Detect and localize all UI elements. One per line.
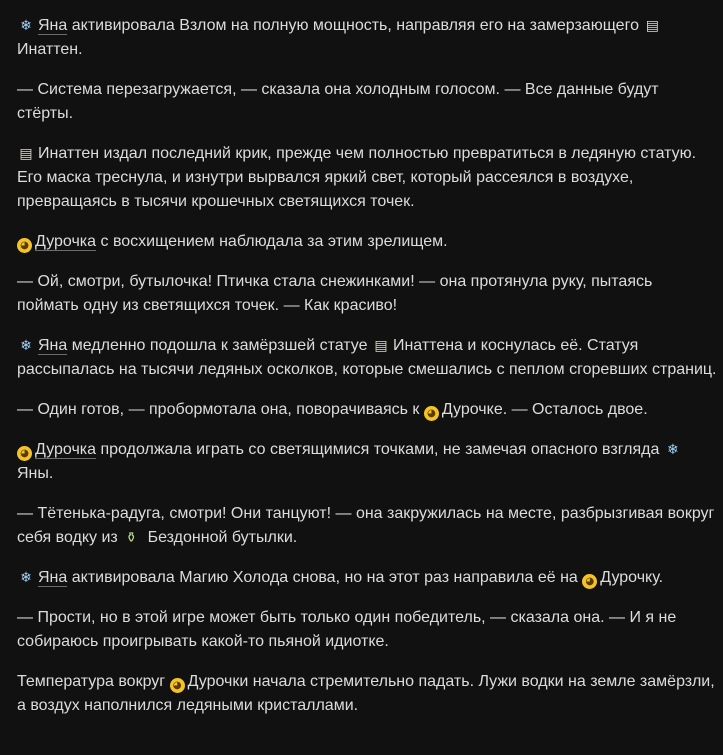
mention-yana[interactable]: Яна: [38, 569, 68, 586]
paragraph-text: — Тётенька-радуга, смотри! Они танцуют! — она закружилась на месте, разбрызгивая вокруг себя водку из: [17, 505, 715, 546]
paragraph-text: Температура вокруг: [17, 673, 170, 690]
mention-inatten: Инаттен: [38, 145, 100, 162]
paragraph-1: [17, 14, 717, 62]
paragraph-text: .: [48, 465, 54, 482]
paragraph-6: [17, 334, 717, 382]
zany-face-icon: ◕: [582, 574, 597, 589]
mention-yany: Яны: [17, 465, 49, 482]
zany-face-icon: ◕: [424, 406, 439, 421]
mention-durochku: Дурочку: [600, 569, 659, 586]
paragraph-text: — Один готов, — пробормотала она, поворачиваясь к: [17, 401, 424, 418]
paragraph-text: продолжала играть со светящимися точками, не замечая опасного взгляда: [96, 441, 664, 458]
paragraph-text: издал последний крик, прежде чем полностью превратиться в ледяную статую. Его маска треснула, и изнутри вырвался яркий свет, который рассеялся в воздухе, превращаясь в тысячи крошечных светящихся точек.: [17, 145, 697, 210]
paragraph-text: начала стремительно падать. Лужи водки на земле замёрзли, а воздух наполнился ледяными кристаллами.: [17, 673, 715, 714]
book-icon: ▤: [645, 18, 660, 34]
paragraph-2: [17, 78, 717, 126]
paragraph-text: и коснулась её. Статуя рассыпалась на тысячи ледяных осколков, которые смешались с пеплом сгоревших страниц.: [17, 337, 717, 378]
mention-durochka[interactable]: Дурочка: [35, 233, 97, 250]
paragraph-12: [17, 670, 717, 718]
story-document: [17, 14, 717, 734]
paragraph-text: . — Осталось двое.: [502, 401, 648, 418]
paragraph-11: [17, 606, 717, 654]
mention-inattena: Инаттена: [392, 337, 463, 354]
snowflake-icon: ❄: [20, 18, 32, 34]
book-icon: ▤: [19, 146, 33, 162]
zany-face-icon: ◕: [170, 678, 185, 693]
snowflake-icon: ❄: [20, 570, 32, 586]
paragraph-text: с восхищением наблюдала за этим зрелищем.: [96, 233, 448, 250]
mention-durochki: Дурочки: [187, 673, 249, 690]
paragraph-text: — Система перезагружается, — сказала она холодным голосом. — Все данные будут стёрты.: [17, 81, 659, 122]
book-icon: ▤: [374, 338, 388, 354]
paragraph-5: [17, 270, 717, 318]
paragraph-text: активировала Взлом на полную мощность, направляя его на замерзающего: [67, 17, 644, 34]
paragraph-4: [17, 230, 717, 254]
snowflake-icon: ❄: [666, 442, 679, 458]
paragraph-10: [17, 566, 717, 590]
mention-durochke: Дурочке: [441, 401, 503, 418]
paragraph-text: Бездонной бутылки.: [143, 529, 298, 546]
paragraph-3: [17, 142, 717, 214]
paragraph-8: [17, 438, 717, 486]
mention-durochka[interactable]: Дурочка: [35, 441, 97, 458]
mention-yana[interactable]: Яна: [38, 17, 68, 34]
paragraph-7: [17, 398, 717, 422]
bottle-icon: ⚱: [125, 530, 138, 546]
zany-face-icon: ◕: [17, 238, 32, 253]
zany-face-icon: ◕: [17, 446, 32, 461]
snowflake-icon: ❄: [20, 338, 32, 354]
mention-inatten: Инаттен: [17, 41, 79, 58]
paragraph-text: .: [658, 569, 664, 586]
paragraph-text: .: [78, 41, 83, 58]
paragraph-text: — Ой, смотри, бутылочка! Птичка стала снежинками! — она протянула руку, пытаясь поймать одну из светящихся точек. — Как красиво!: [17, 273, 653, 314]
paragraph-text: медленно подошла к замёрзшей статуе: [67, 337, 372, 354]
mention-yana[interactable]: Яна: [38, 337, 68, 354]
paragraph-9: [17, 502, 717, 550]
paragraph-text: активировала Магию Холода снова, но на этот раз направила её на: [67, 569, 583, 586]
paragraph-text: — Прости, но в этой игре может быть только один победитель, — сказала она. — И я не собираюсь проигрывать какой-то пьяной идиотке.: [17, 609, 677, 650]
